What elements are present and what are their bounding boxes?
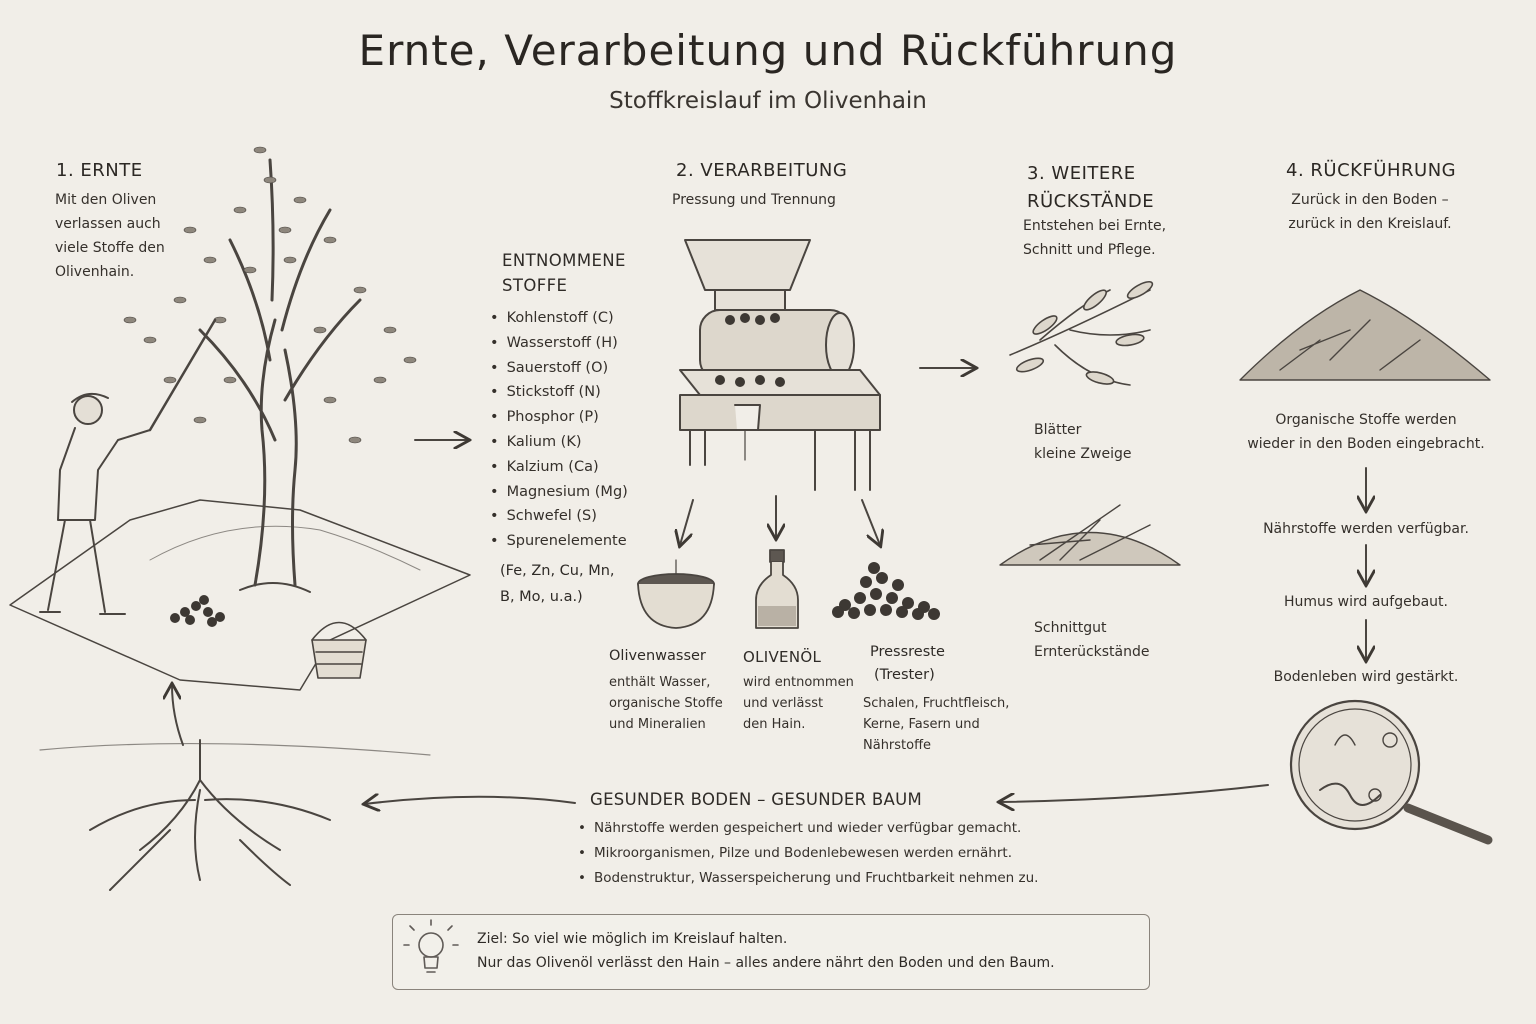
processing-heading: 2. VERARBEITUNG [676,160,848,181]
goal-line-1: Ziel: So viel wie möglich im Kreislauf halten. [477,931,788,947]
cuttings-pile [1000,505,1180,565]
soil-item: • Nährstoffe werden gespeichert und wieder verfügbar gemacht. [578,816,1078,841]
product-line: Kerne, Fasern und [863,717,980,732]
olive-water-bowl [638,560,714,628]
arrow-to-soil [1000,785,1268,802]
product-pressreste-title2: (Trester) [874,667,935,683]
removed-item: • Magnesium (Mg) [490,480,640,505]
residues-text-line: Entstehen bei Ernte, [1023,218,1167,234]
arrow-to-pressreste [862,500,880,545]
removed-heading-line: STOFFE [502,276,568,295]
residues-heading [1027,160,1154,216]
olive-press [680,240,880,490]
removed-item: • Schwefel (S) [490,504,640,529]
removed-item: • Sauerstoff (O) [490,356,640,381]
removed-item: • Phosphor (P) [490,405,640,430]
olive-pile [170,595,225,627]
product-line: wird entnommen [743,675,854,690]
arrow-to-harvest [172,685,183,745]
processing-subheading: Pressung und Trennung [672,192,836,208]
removed-heading [502,248,626,298]
harvest-text-line: Mit den Oliven [55,192,157,208]
trace-line: (Fe, Zn, Cu, Mn, [500,563,615,579]
return-step-line: wieder in den Boden eingebracht. [1247,436,1485,452]
removed-item: • Kalium (K) [490,430,640,455]
mulch-pile [1240,290,1490,380]
trace-line: B, Mo, u.a.) [500,589,583,605]
product-pressreste-title: Pressreste [870,644,945,660]
product-olivenoel-text [743,672,854,735]
return-step-4: Bodenleben wird gestärkt. [1273,669,1459,685]
leaves-label-line: kleine Zweige [1034,446,1132,462]
soil-list [578,816,1078,890]
product-line: Nährstoffe [863,738,932,753]
product-line: Schalen, Fruchtfleisch, [863,696,1010,711]
return-text-line: zurück in den Kreislauf. [1288,216,1452,232]
removed-item: • Wasserstoff (H) [490,331,640,356]
cuttings-label-line: Schnittgut [1034,620,1107,636]
harvest-text-line: verlassen auch [55,216,161,232]
residues-text-line: Schnitt und Pflege. [1023,242,1156,258]
residues-text [1023,214,1166,262]
product-olivenwasser-text [609,672,723,735]
removed-heading-line: ENTNOMMENE [502,251,626,270]
leaves-label [1034,418,1131,466]
arrow-to-roots [365,797,575,804]
removed-item: • Kohlenstoff (C) [490,306,640,331]
leaves-label-line: Blätter [1034,422,1082,438]
harvest-text-line: Olivenhain. [55,264,135,280]
product-olivenwasser-title: Olivenwasser [609,648,706,664]
removed-item: • Spurenelemente [490,529,640,554]
return-step-3: Humus wird aufgebaut. [1283,594,1448,610]
harvest-heading: 1. ERNTE [56,160,143,181]
olive-basket [312,623,366,679]
pomace-pile [832,562,940,620]
tree-roots [40,740,430,890]
return-step-2: Nährstoffe werden verfügbar. [1263,521,1469,537]
product-line: und Mineralien [609,717,706,732]
product-line: und verlässt [743,696,824,711]
product-line: organische Stoffe [609,696,723,711]
return-heading: 4. RÜCKFÜHRUNG [1286,160,1457,181]
removed-item: • Stickstoff (N) [490,380,640,405]
soil-item: • Bodenstruktur, Wasserspeicherung und Fruchtbarkeit nehmen zu. [578,866,1078,891]
product-olivenoel-title: OLIVENÖL [743,648,822,666]
page-title: Ernte, Verarbeitung und Rückführung [358,26,1178,75]
product-pressreste-text [863,693,1009,756]
residues-heading-line: RÜCKSTÄNDE [1027,191,1155,212]
trace-elements [500,558,615,610]
harvest-worker [40,320,215,614]
magnifying-glass-icon [1291,701,1488,840]
cuttings-label [1034,616,1150,664]
removed-list [490,306,640,554]
soil-heading: GESUNDER BODEN – GESUNDER BAUM [590,790,923,809]
harvest-text [55,188,225,284]
page-subtitle: Stoffkreislauf im Olivenhain [609,88,927,114]
product-line: enthält Wasser, [609,675,711,690]
return-text-line: Zurück in den Boden – [1291,192,1449,208]
removed-item: • Kalzium (Ca) [490,455,640,480]
leaves-twig [1010,279,1155,387]
goal-line-2: Nur das Olivenöl verlässt den Hain – alles andere nährt den Boden und den Baum. [477,955,1055,971]
goal-box [392,914,1150,990]
product-line: den Hain. [743,717,806,732]
cuttings-label-line: Ernterückstände [1034,644,1150,660]
arrow-to-olivenwasser [680,500,693,545]
harvest-text-line: viele Stoffe den [55,240,165,256]
return-text [1240,188,1500,236]
residues-heading-line: 3. WEITERE [1027,163,1136,184]
return-step-line: Organische Stoffe werden [1275,412,1457,428]
soil-item: • Mikroorganismen, Pilze und Bodenlebewesen werden ernährt. [578,841,1078,866]
return-step-1 [1226,408,1506,456]
olive-oil-bottle [756,550,798,628]
